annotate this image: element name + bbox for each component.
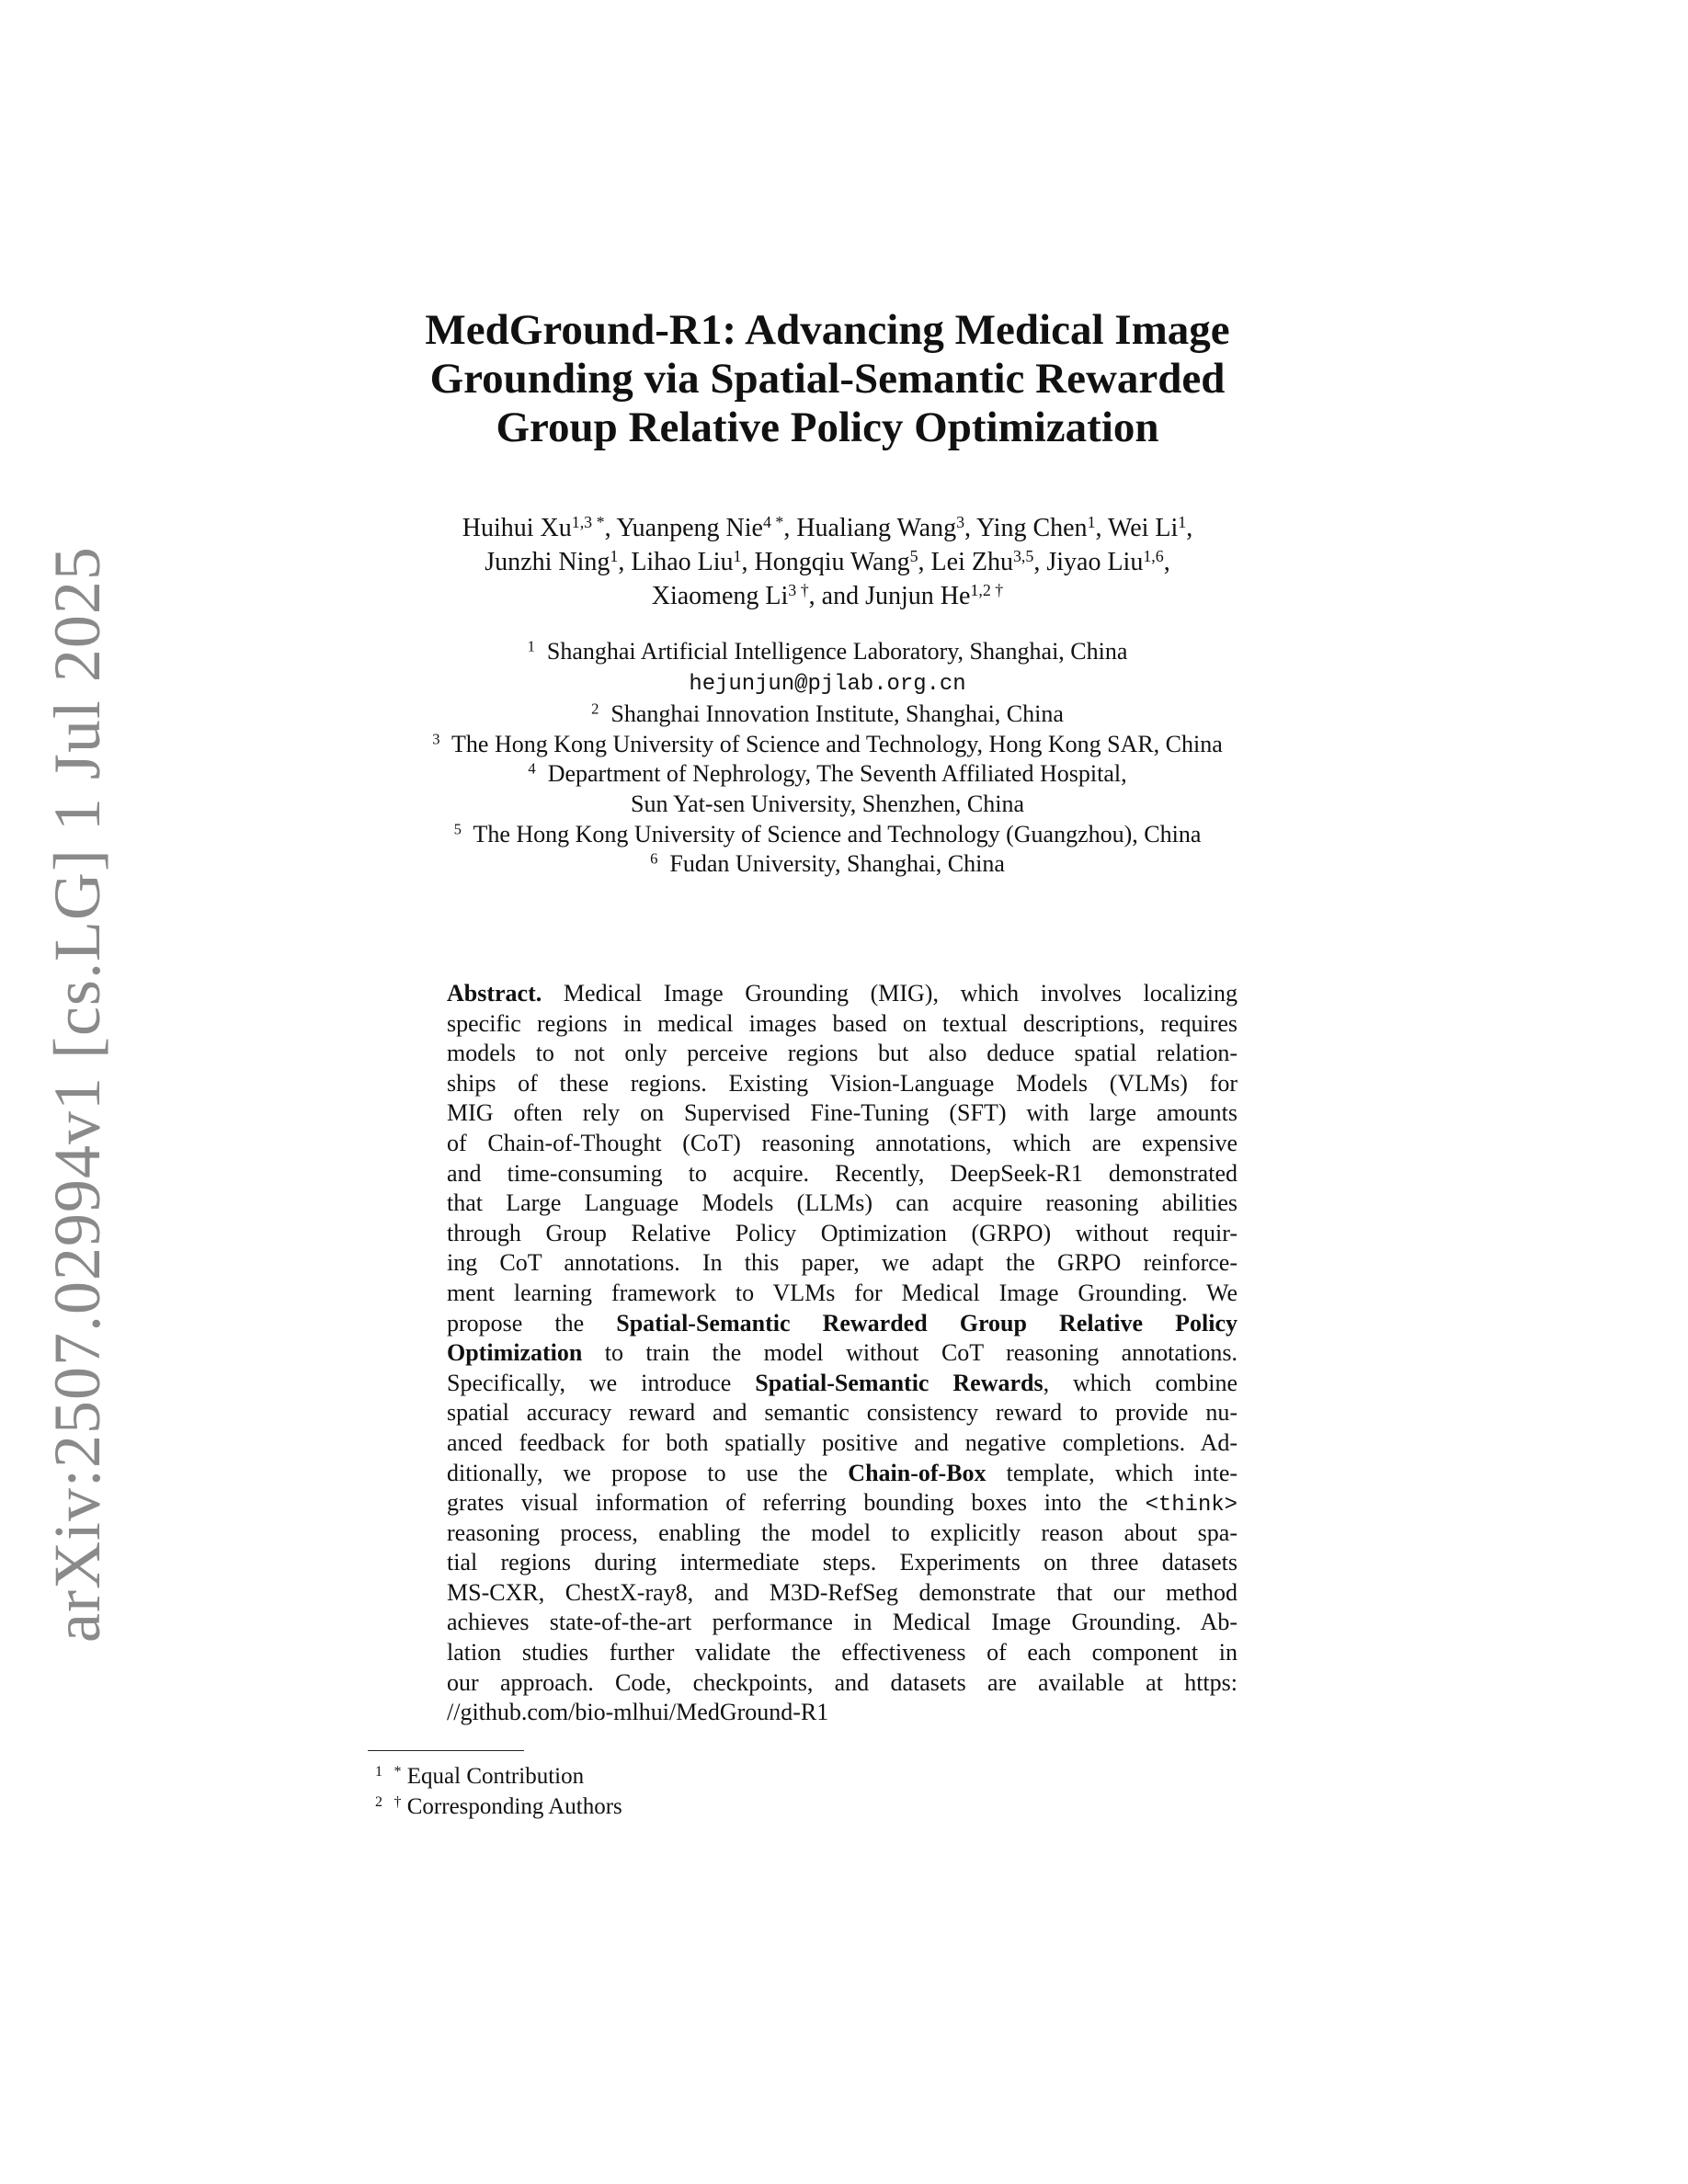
affiliation-text: The Hong Kong University of Science and Technology, Hong Kong SAR, China: [451, 730, 1223, 757]
affiliation: [276, 637, 1379, 667]
author-line: Huihui $Xu^{1,3 *}$, Yuanpeng Nie$^{4 *}$, Hualiang Wang$^3$, Ying Chen$^1$, Wei Li$^1$,: [462, 513, 1193, 542]
author-affil-mark: 3,5: [1012, 547, 1034, 566]
author-name: Wei Li: [1108, 514, 1179, 542]
abstract-emphasis: Chain-of-Box: [848, 1459, 987, 1486]
abstract-line: [447, 1369, 1237, 1399]
author-affil-mark: 3 †: [788, 581, 809, 600]
abstract-text: Medical Image Grounding (MIG), which involves localizing: [563, 980, 1238, 1007]
affiliation: [276, 730, 1379, 760]
author-affil-mark: 4 *: [762, 513, 784, 532]
abstract-line: ing CoT annotations. In this paper, we adapt the GRPO reinforce-: [447, 1249, 1237, 1277]
abstract-line: tial regions during intermediate steps. Experiments on three datasets: [447, 1549, 1237, 1576]
footnote: [375, 1792, 622, 1822]
affiliation-text: The Hong Kong University of Science and Technology (Guangzhou), China: [473, 820, 1202, 847]
author-affil-mark: 3: [956, 513, 965, 532]
abstract-line: that Large Language Models (LLMs) can acquire reasoning abilities: [447, 1189, 1237, 1217]
affiliation-continued: [276, 790, 1379, 820]
abstract-line: MIG often rely on Supervised Fine-Tuning (SFT) with large amounts: [447, 1099, 1237, 1127]
affiliation: [276, 849, 1379, 880]
abstract-line: spatial accuracy reward and semantic consistency reward to provide nu-: [447, 1399, 1237, 1427]
affiliation: [276, 820, 1379, 850]
author-name: Ying Chen: [976, 514, 1088, 542]
affiliation-number: 5: [453, 820, 462, 838]
abstract-text: template, which inte-: [1006, 1459, 1238, 1486]
author-name: Xiaomeng Li: [651, 582, 789, 610]
abstract-line: [447, 979, 1237, 1009]
affiliation-text: Shanghai Artificial Intelligence Laboratory, Shanghai, China: [546, 638, 1128, 665]
abstract-line: ment learning framework to VLMs for Medical Image Grounding. We: [447, 1279, 1237, 1306]
abstract-line: [447, 1338, 1237, 1369]
abstract-line: MS-CXR, ChestX-ray8, and M3D-RefSeg demonstrate that our method: [447, 1578, 1237, 1606]
abstract-line: and time-consuming to acquire. Recently, DeepSeek-R1 demonstrated: [447, 1159, 1237, 1187]
abstract-label: Abstract.: [447, 980, 542, 1007]
affiliation-number: 2: [591, 700, 599, 718]
author-name: Lei Zhu: [930, 548, 1013, 576]
author-affil-mark: 1: [610, 547, 619, 566]
abstract-line: ships of these regions. Existing Vision-Language Models (VLMs) for: [447, 1069, 1237, 1097]
author-list: [276, 511, 1379, 613]
author-name: Yuanpeng Nie: [616, 514, 763, 542]
footnotes: [375, 1761, 622, 1822]
abstract-emphasis: Optimization: [447, 1339, 583, 1367]
paper-title: [276, 306, 1379, 452]
affiliation-email: [276, 667, 1379, 700]
footnote-rule: [368, 1750, 524, 1751]
abstract-text: ditionally, we propose to use the: [447, 1459, 828, 1486]
affiliation-number: 3: [432, 730, 440, 748]
affiliation-number: 6: [650, 849, 658, 868]
author-affil-mark: 1: [1178, 513, 1187, 532]
author-affil-mark: 1,3 *: [571, 513, 605, 532]
author-name: Junzhi Ning: [485, 548, 610, 576]
abstract-line: anced feedback for both spatially positive and negative completions. Ad-: [447, 1428, 1237, 1456]
abstract-line: of Chain-of-Thought (CoT) reasoning annotations, which are expensive: [447, 1129, 1237, 1156]
email-text: hejunjun@pjlab.org.cn: [689, 671, 966, 697]
author-name: Lihao Liu: [631, 548, 734, 576]
abstract-text: , which combine: [1043, 1369, 1238, 1396]
affiliation-text: Department of Nephrology, The Seventh Affiliated Hospital,: [547, 760, 1127, 788]
abstract-line: specific regions in medical images based on textual descriptions, requires: [447, 1009, 1237, 1037]
abstract-line: [447, 1459, 1237, 1489]
author-affil-mark: 1: [1087, 513, 1096, 532]
abstract-code: <think>: [1145, 1493, 1238, 1519]
author-name: Jiyao Liu: [1046, 548, 1144, 576]
affiliation: [276, 759, 1379, 790]
abstract-emphasis: Spatial-Semantic Rewards: [755, 1369, 1044, 1396]
author-affil-mark: 1,6: [1143, 547, 1164, 566]
author-affil-mark: 1: [733, 547, 742, 566]
affiliation: [276, 700, 1379, 730]
abstract-line: //github.com/bio-mlhui/MedGround-R1: [447, 1699, 829, 1726]
abstract-line: achieves state-of-the-art performance in Medical Image Grounding. Ab-: [447, 1609, 1237, 1636]
footnote-number: 1: [375, 1764, 382, 1780]
abstract-line: lation studies further validate the effectiveness of each component in: [447, 1639, 1237, 1666]
author-line: Xiaomeng $Li^{3 \dagger}$, and Junjun $He^{1,2 \dagger}$: [651, 581, 1004, 610]
abstract-text: grates visual information of referring bounding boxes into the: [447, 1489, 1128, 1517]
abstract-emphasis: Spatial-Semantic Rewarded Group Relative Policy: [616, 1309, 1237, 1337]
author-affil-mark: 1,2 †: [970, 581, 1004, 600]
author-name: Huihui Xu: [462, 514, 572, 542]
author-affil-mark: 5: [909, 547, 918, 566]
arxiv-identifier: arXiv:2507.02994v1 [cs.LG] 1 Jul 2025: [40, 545, 114, 1643]
abstract: [447, 979, 1237, 1728]
abstract-line: reasoning process, enabling the model to explicitly reason about spa-: [447, 1519, 1237, 1546]
abstract-text: to train the model without CoT reasoning annotations.: [604, 1339, 1237, 1367]
footnote: [375, 1761, 622, 1792]
author-name: Hualiang Wang: [796, 514, 957, 542]
title-line: Grounding via Spatial-Semantic Rewarded: [429, 355, 1226, 403]
abstract-line: models to not only perceive regions but also deduce spatial relation-: [447, 1040, 1237, 1067]
affiliation-number: 4: [528, 760, 536, 779]
abstract-line: through Group Relative Policy Optimization (GRPO) without requir-: [447, 1219, 1237, 1246]
footnote-symbol: *: [393, 1764, 402, 1780]
title-line: Group Relative Policy Optimization: [496, 404, 1159, 451]
footnote-number: 2: [375, 1794, 382, 1810]
affiliation-number: 1: [527, 637, 535, 655]
abstract-line: [447, 1309, 1237, 1339]
affiliation-text: Sun Yat-sen University, Shenzhen, China: [630, 790, 1024, 817]
title-line: MedGround-R1: Advancing Medical Image: [425, 306, 1230, 354]
abstract-text: Specifically, we introduce: [447, 1369, 732, 1396]
abstract-line: our approach. Code, checkpoints, and datasets are available at https:: [447, 1668, 1237, 1696]
author-name: Junjun He: [865, 582, 971, 610]
author-line: Junzhi Ning$^1$, Lihao Liu$^1$, Hongqiu Wang$^5$, Lei Zhu$^{3,5}$, Jiyao Liu$^{1,6}$,: [485, 547, 1170, 576]
affiliation-list: [276, 637, 1379, 880]
footnote-symbol: †: [393, 1794, 402, 1810]
footnote-text: Equal Contribution: [406, 1764, 585, 1789]
footnote-text: Corresponding Authors: [406, 1794, 622, 1819]
arxiv-sidebar: [13, 545, 142, 1643]
abstract-line: [447, 1488, 1237, 1519]
author-conjunction: and: [821, 582, 860, 610]
affiliation-text: Shanghai Innovation Institute, Shanghai, China: [610, 700, 1064, 728]
abstract-text: propose the: [447, 1309, 585, 1337]
author-name: Hongqiu Wang: [754, 548, 910, 576]
affiliation-text: Fudan University, Shanghai, China: [669, 850, 1005, 878]
